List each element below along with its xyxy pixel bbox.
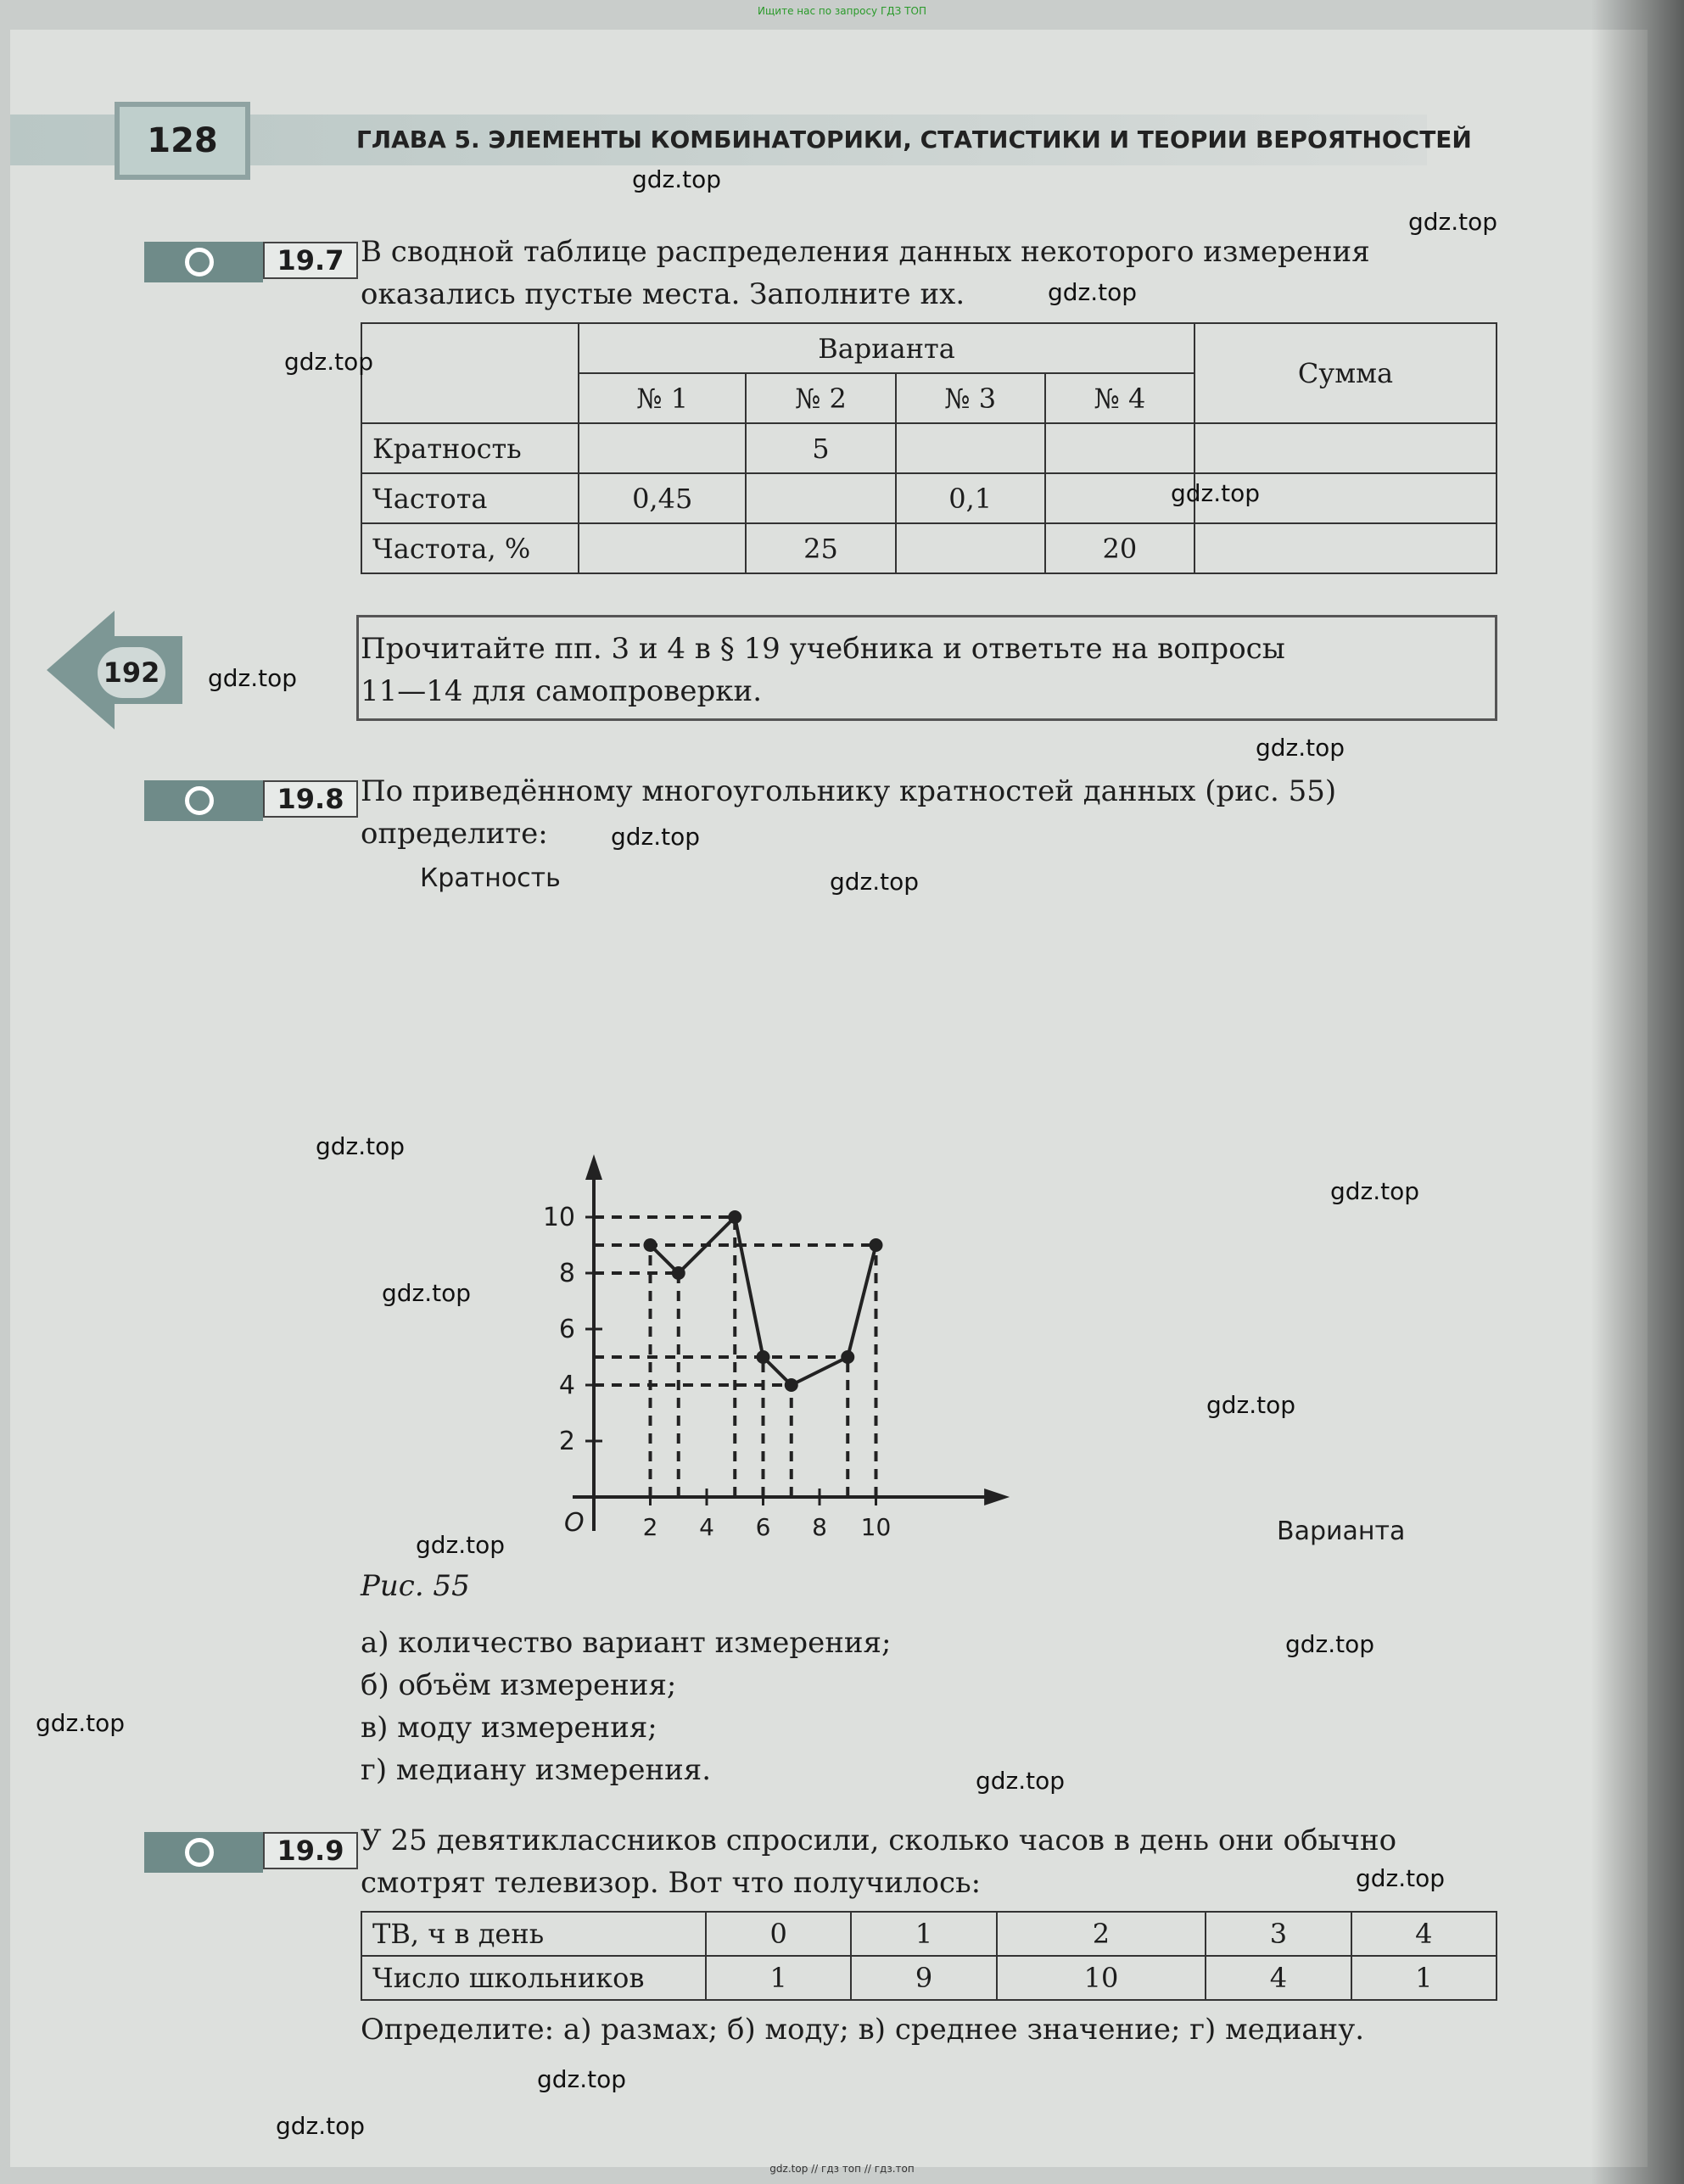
tv-hours-table	[361, 1911, 1497, 2001]
y-tick-label: 4	[558, 1371, 575, 1400]
row-label: ТВ, ч в день	[361, 1912, 706, 1956]
x-tick-label: 2	[642, 1513, 658, 1541]
table-cell	[1194, 523, 1497, 573]
table-cell: 25	[746, 523, 895, 573]
table-cell: 0,45	[579, 473, 746, 523]
row-label: Частота	[361, 473, 579, 523]
variants-header: Варианта	[579, 323, 1194, 373]
data-point	[728, 1210, 741, 1224]
book-spine-shadow	[1591, 0, 1684, 2184]
variant-header: № 3	[896, 373, 1045, 423]
y-tick-label: 10	[542, 1203, 575, 1232]
watermark: gdz.top	[537, 2065, 627, 2093]
table-cell	[896, 523, 1045, 573]
variant-header: № 4	[1045, 373, 1194, 423]
table-cell: 3	[1206, 1912, 1351, 1956]
table-cell: 0	[706, 1912, 851, 1956]
table-cell: 5	[746, 423, 895, 473]
origin-label: O	[564, 1508, 585, 1538]
y-axis-label: Кратность	[420, 863, 561, 893]
exercise-text: определите:	[361, 817, 548, 851]
question-item: а) количество вариант измерения;	[361, 1626, 892, 1660]
watermark: gdz.top	[1048, 278, 1138, 306]
x-axis-label: Варианта	[1277, 1517, 1406, 1546]
data-point	[644, 1238, 657, 1252]
exercise-text: оказались пустые места. Заполните их.	[361, 277, 965, 311]
y-tick-label: 2	[558, 1427, 575, 1456]
table-row	[361, 1956, 1497, 2000]
table-cell: 1	[1351, 1956, 1497, 2000]
table-cell: 1	[851, 1912, 996, 1956]
data-point	[785, 1378, 798, 1392]
y-tick-label: 8	[558, 1259, 575, 1288]
watermark: gdz.top	[830, 868, 920, 896]
frequency-polygon-chart	[373, 857, 1459, 1561]
watermark: gdz.top	[1256, 734, 1346, 762]
top-note: Ищите нас по запросу ГДЗ ТОП	[758, 5, 926, 17]
figure-caption: Рис. 55	[361, 1569, 470, 1603]
table-cell	[1045, 423, 1194, 473]
data-point	[757, 1350, 770, 1364]
x-tick-label: 4	[699, 1513, 714, 1541]
chapter-title: ГЛАВА 5. ЭЛЕМЕНТЫ КОМБИНАТОРИКИ, СТАТИСТИКИ И ТЕОРИИ ВЕРОЯТНОСТЕЙ	[356, 126, 1472, 154]
reference-text: 11—14 для самопроверки.	[361, 674, 762, 708]
y-tick-label: 6	[558, 1315, 575, 1344]
watermark: gdz.top	[1171, 479, 1261, 507]
question-item: в) моду измерения;	[361, 1711, 657, 1745]
table-row	[361, 423, 1497, 473]
exercise-badge-19-8	[144, 780, 356, 821]
row-label: Число школьников	[361, 1956, 706, 2000]
watermark: gdz.top	[632, 165, 722, 193]
exercise-question: Определите: а) размах; б) моду; в) среднее значение; г) медиану.	[361, 2013, 1365, 2047]
table-row	[361, 523, 1497, 573]
y-axis-arrow-icon	[585, 1154, 602, 1180]
variant-header: № 1	[579, 373, 746, 423]
exercise-text: смотрят телевизор. Вот что получилось:	[361, 1866, 982, 1900]
watermark: gdz.top	[1408, 208, 1498, 236]
table-cell: 20	[1045, 523, 1194, 573]
variant-header: № 2	[746, 373, 895, 423]
x-tick-label: 8	[812, 1513, 827, 1541]
exercise-text: В сводной таблице распределения данных некоторого измерения	[361, 235, 1370, 269]
exercise-number: 19.8	[263, 780, 358, 818]
watermark: gdz.top	[36, 1709, 126, 1737]
watermark: gdz.top	[976, 1767, 1066, 1795]
circle-icon	[185, 248, 214, 276]
distribution-table	[361, 322, 1497, 574]
exercise-text: У 25 девятиклассников спросили, сколько часов в день они обычно	[361, 1824, 1397, 1857]
watermark: gdz.top	[208, 664, 298, 692]
table-cell: 4	[1206, 1956, 1351, 2000]
table-cell: 4	[1351, 1912, 1497, 1956]
watermark: gdz.top	[611, 823, 701, 851]
watermark: gdz.top	[416, 1531, 506, 1559]
exercise-number: 19.9	[263, 1832, 358, 1869]
table-cell	[579, 523, 746, 573]
reference-text: Прочитайте пп. 3 и 4 в § 19 учебника и ответьте на вопросы	[361, 632, 1285, 666]
circle-icon	[185, 1838, 214, 1867]
table-row	[361, 473, 1497, 523]
watermark: gdz.top	[382, 1279, 472, 1307]
watermark: gdz.top	[1330, 1177, 1420, 1205]
table-row	[361, 1912, 1497, 1956]
exercise-number: 19.7	[263, 242, 358, 279]
data-point	[672, 1266, 685, 1280]
table-cell	[579, 423, 746, 473]
row-label: Кратность	[361, 423, 579, 473]
table-cell	[896, 423, 1045, 473]
table-cell: 2	[997, 1912, 1206, 1956]
x-axis-arrow-icon	[984, 1489, 1010, 1505]
watermark: gdz.top	[276, 2112, 366, 2140]
exercise-badge-19-9	[144, 1832, 356, 1873]
table-cell	[1194, 423, 1497, 473]
table-corner	[361, 323, 579, 423]
question-item: г) медиану измерения.	[361, 1753, 712, 1787]
watermark: gdz.top	[1206, 1391, 1296, 1419]
table-cell: 10	[997, 1956, 1206, 2000]
table-cell: 0,1	[896, 473, 1045, 523]
row-label: Частота, %	[361, 523, 579, 573]
x-tick-label: 10	[860, 1513, 892, 1541]
question-item: б) объём измерения;	[361, 1668, 677, 1702]
circle-icon	[185, 786, 214, 815]
watermark: gdz.top	[1356, 1864, 1446, 1892]
data-point	[841, 1350, 854, 1364]
x-tick-label: 6	[755, 1513, 771, 1541]
table-cell: 9	[851, 1956, 996, 2000]
exercise-badge-19-7	[144, 242, 356, 282]
exercise-text: По приведённому многоугольнику кратностей данных (рис. 55)	[361, 774, 1337, 808]
table-cell	[746, 473, 895, 523]
table-cell: 1	[706, 1956, 851, 2000]
bottom-note: gdz.top // гдз топ // гдз.топ	[769, 2163, 915, 2175]
watermark: gdz.top	[316, 1132, 406, 1160]
watermark: gdz.top	[1285, 1630, 1375, 1658]
sum-header: Сумма	[1194, 323, 1497, 423]
data-point	[870, 1238, 883, 1252]
watermark: gdz.top	[284, 348, 374, 376]
page-number: 128	[115, 102, 250, 180]
reference-number: 192	[98, 647, 165, 698]
